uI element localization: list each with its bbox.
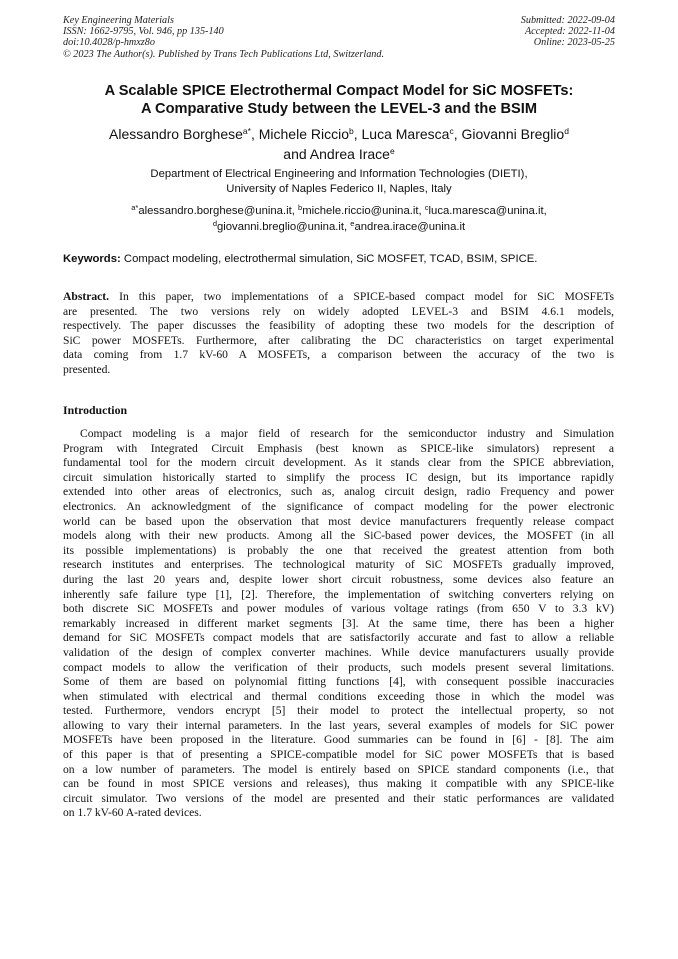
introduction-line: MOSFETs have been proposed in the literature. Good summaries can be found in [6] - [8]. The aim [63,733,614,747]
author-marker: a* [242,126,251,136]
author-marker: d [564,126,569,136]
email-link[interactable]: luca.maresca@unina.it, [428,205,547,217]
title-line: A Scalable SPICE Electrothermal Compact Model for SiC MOSFETs: [104,83,574,99]
online-date: Online: 2023-05-25 [533,37,615,49]
title-line: A Comparative Study between the LEVEL-3 and the BSIM [141,101,537,117]
submitted-date: Submitted: 2022-09-04 [520,15,615,26]
submission-dates [521,15,615,49]
introduction-line: inherently safe failure type [1], [2]. Therefore, the implementation of switching converters relying on [63,587,614,601]
introduction-line: tested. Furthermore, vendors encrypt [5] their model to protect the intellectual property, so not [63,704,614,718]
keywords-text: Compact modeling, electrothermal simulation, SiC MOSFET, TCAD, BSIM, SPICE. [120,253,538,265]
introduction-line: its possible implementations) is probably the one that received the greatest attention from both [63,543,614,557]
abstract-label: Abstract. [63,290,110,303]
email-link[interactable]: andrea.irace@unina.it [354,220,466,233]
copyright-line: © 2023 The Author(s). Published by Trans Tech Publications Ltd, Switzerland. [63,48,385,60]
author-marker: c [449,126,454,136]
introduction-line: electronics. An acknowledgment of the significance of compact modeling for the power electronic [63,499,614,513]
introduction-body [63,427,614,821]
introduction-line: remarkably increased in different market segments [3]. At the same time, there has been a higher [63,616,614,630]
introduction-line: allowing to vary their internal parameters. In the last years, several examples of models for SiC power [63,718,614,732]
separator: , [453,126,462,142]
introduction-line: compact models to allow the verification of their products, such models present several limitations. [63,660,614,674]
author-name: Luca Maresca [361,126,450,142]
author-list [40,124,638,164]
affiliation-line: University of Naples Federico II, Naples, Italy [226,183,452,195]
paper-title [40,82,638,118]
email-link[interactable]: michele.riccio@unina.it, [302,205,425,217]
abstract-line: data coming from 1.7 kV-60 A MOSFETs, a comparison between the accuracy of the two is [63,348,614,362]
abstract-line: SiC power MOSFETs. Furthermore, after calibrating the DC characteristics on target experimental [63,333,614,347]
introduction-line: Compact modeling is a major field of research for the semiconductor industry and Simulation [80,427,614,440]
introduction-line: extended into other areas of electronics, such as, analog circuit design, radio Frequency and power [63,485,614,499]
author-name: Andrea Irace [309,146,390,162]
introduction-line: Program with Integrated Circuit Emphasis (best known as SPICE-like simulators) represent a [63,441,614,455]
introduction-line: during the last 20 years and, despite lower short circuit robustness, some devices also feature an [63,572,614,586]
introduction-line: on a low number of parameters. The model is entirely based on SPICE standard components (i.e., that [63,762,614,776]
keywords [63,252,623,267]
introduction-line: circuit simulation historically started to simplify the process IC design, but its importance rapidly [63,470,614,484]
email-marker: b [298,203,303,212]
email-marker: d [212,218,217,228]
author-name: Michele Riccio [258,126,349,142]
abstract-line [63,290,614,305]
abstract [63,290,614,378]
keywords-label: Keywords: [63,253,121,265]
separator: , [250,126,259,142]
journal-info [63,15,384,60]
separator: , [353,126,362,142]
introduction-line: circuit simulator. Two versions of the model are presented and their static performances are validated [63,791,614,805]
email-marker: e [350,218,355,228]
email-marker: c [424,203,429,212]
introduction-line: can be found in most SPICE versions and releases), thus making it compatible with any SPICE-like [63,777,614,791]
introduction-line: research institutes and enterprises. The technological maturity of SiC MOSFETs gradually improved, [63,558,614,572]
introduction-line: when stimulated with electrical and thermal conditions exceeding those in which the model was [63,689,614,703]
abstract-line: presented. [63,362,111,376]
abstract-text: In this paper, two implementations of a SPICE-based compact model for SiC MOSFETs [109,290,614,303]
introduction-line: Some of them are based on polynomial fitting functions [4], with consequent possible inaccuracies [63,675,614,689]
section-heading-introduction: Introduction [63,403,128,417]
accepted-date: Accepted: 2022-11-04 [524,26,615,38]
author-marker: b [349,126,354,136]
introduction-line: demand for SiC MOSFETs compact models that are satisfactorily accurate and fast to allow a reliable [63,631,614,645]
issn-line: ISSN: 1662-9795, Vol. 946, pp 135-140 [63,26,224,38]
introduction-line: world can be based upon the observation that most device manufacturers frequently release compact [63,514,614,528]
author-name: Alessandro Borghese [109,126,243,142]
email-marker: a* [131,203,139,212]
introduction-line: on 1.7 kV-60 A-rated devices. [63,806,202,820]
abstract-line: respectively. The paper discusses the feasibility of adopting these two models for the description of [63,319,614,333]
author-marker: e [389,146,395,156]
author-emails [40,204,638,235]
introduction-line: models along with their new products. Among all the SiC-based power devices, the MOSFET (in all [63,529,614,543]
abstract-line: are presented. The two versions rely on widely adopted LEVEL-3 and BSIM 4.6.1 models, [63,304,614,318]
doi-line[interactable]: doi:10.4028/p-hmxz8o [63,37,155,49]
affiliation [40,167,638,197]
email-link[interactable]: alessandro.borghese@unina.it, [138,205,299,217]
introduction-line: validation of the design of complex converter machines. While device manufacturers usually provide [63,645,614,659]
author-conjunction: and [283,146,310,162]
author-name: Giovanni Breglio [461,126,565,142]
email-link[interactable]: giovanni.breglio@unina.it, [216,220,351,233]
introduction-line: fundamental tool for the modern circuit development. As it stands clear from the SPICE abbreviation, [63,456,614,470]
introduction-line: of this paper is that of presenting a SPICE-compatible model for SiC power MOSFETs that is based [63,748,614,762]
affiliation-line: Department of Electrical Engineering and Information Technologies (DIETI), [150,168,528,180]
journal-name: Key Engineering Materials [63,15,174,26]
introduction-line: both discrete SiC MOSFETs and power modules of various voltage ratings (from 650 V to 3.3 kV) [63,602,614,616]
